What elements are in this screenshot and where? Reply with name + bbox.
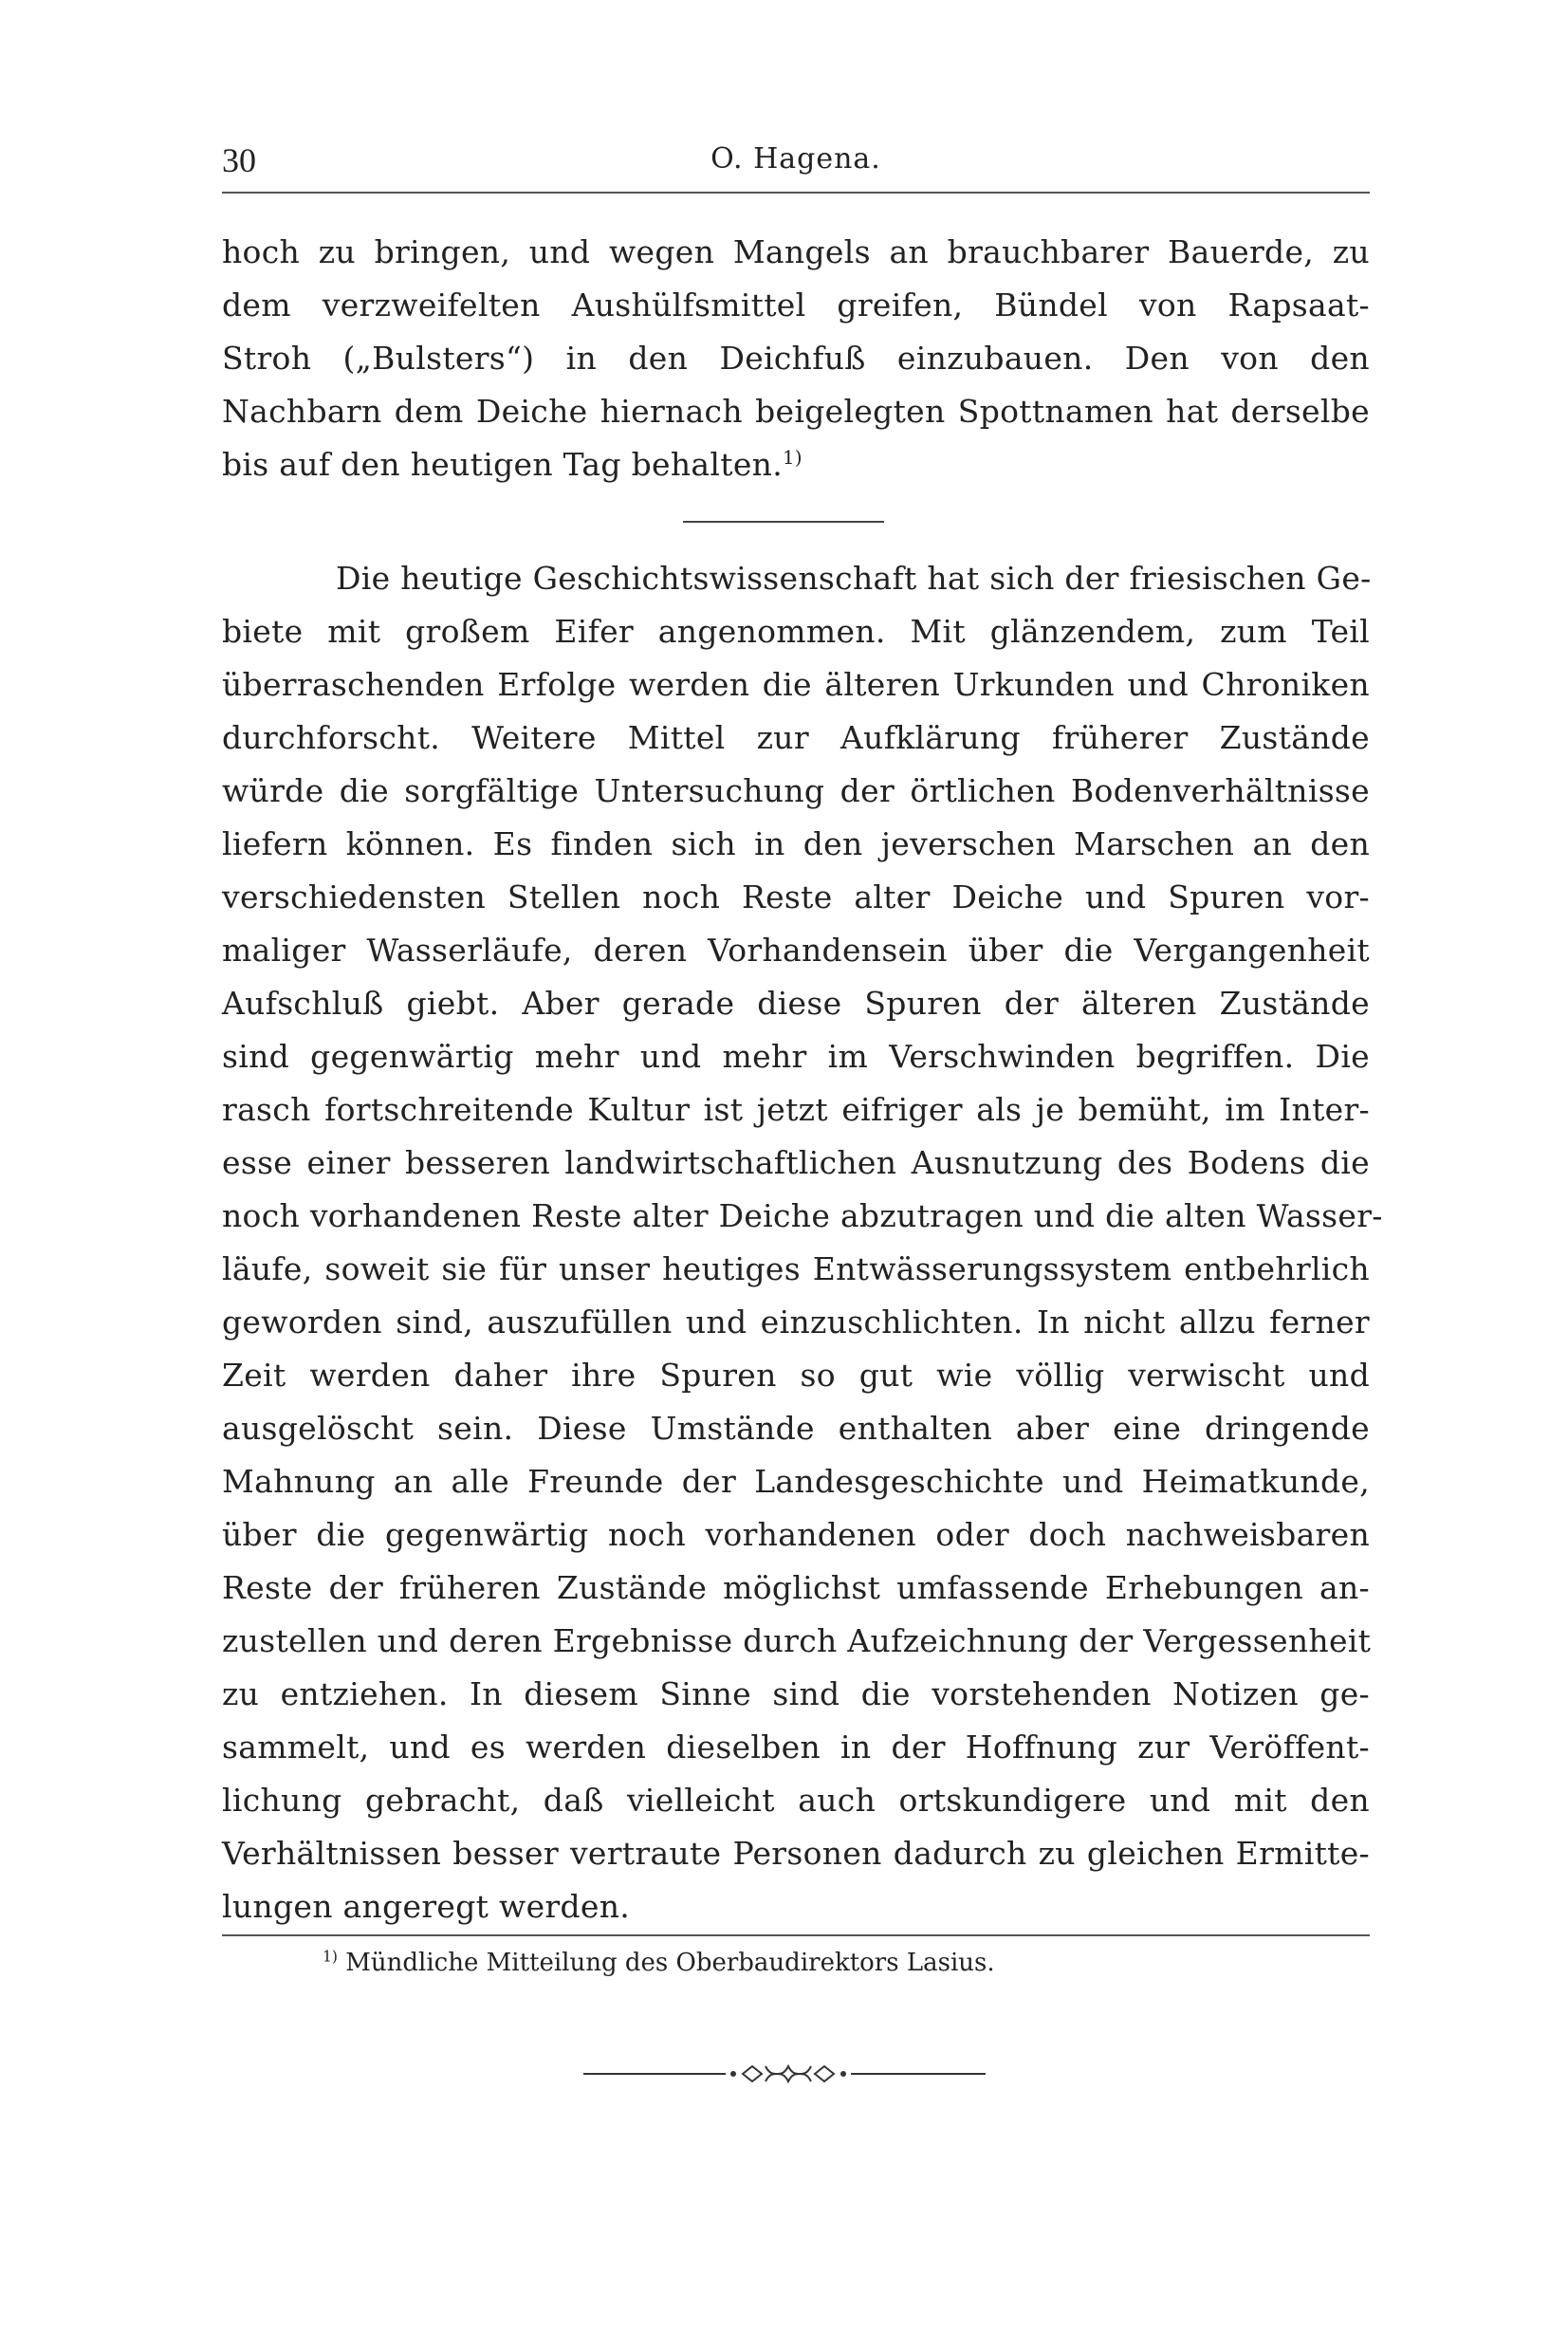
footnote-reference: 1) bbox=[783, 447, 802, 469]
paragraph-2-line: würde die sorgfältige Untersuchung der örtlichen Bodenverhältnisse bbox=[222, 772, 1370, 809]
paragraph-2-line: sammelt, und es werden dieselben in der Hoffnung zur Veröffent- bbox=[222, 1729, 1370, 1766]
running-head: O. Hagena. bbox=[710, 142, 881, 176]
paragraph-2-line: lichung gebracht, daß vielleicht auch ortskundigere und mit den bbox=[222, 1782, 1370, 1819]
paragraph-2-line: Mahnung an alle Freunde der Landesgeschichte und Heimatkunde, bbox=[222, 1463, 1370, 1500]
paragraph-2-line: lungen angeregt werden. bbox=[222, 1888, 631, 1925]
page-number: 30 bbox=[222, 141, 256, 179]
paragraph-1-line-text: bis auf den heutigen Tag behalten. bbox=[222, 446, 783, 483]
paragraph-2-line: liefern können. Es finden sich in den jeverschen Marschen an den bbox=[222, 825, 1370, 862]
paragraph-1-last-line bbox=[222, 446, 1370, 484]
paragraph-2-line: über die gegenwärtig noch vorhandenen oder doch nachweisbaren bbox=[222, 1516, 1370, 1553]
page-header bbox=[222, 133, 1370, 190]
paragraph-2-line: maliger Wasserläufe, deren Vorhandensein über die Vergangenheit bbox=[222, 932, 1370, 969]
paragraph-2-line: ausgelöscht sein. Diese Umstände enthalten aber eine dringende bbox=[222, 1410, 1370, 1447]
footnote-text: Mündliche Mitteilung des Oberbaudirektors Lasius. bbox=[345, 1949, 995, 1977]
paragraph-1-line: Nachbarn dem Deiche hiernach beigelegten Spottnamen hat derselbe bbox=[222, 393, 1370, 430]
paragraph-1-line: dem verzweifelten Aushülfsmittel greifen, Bündel von Rapsaat- bbox=[222, 287, 1370, 324]
end-ornament bbox=[583, 2059, 986, 2089]
paragraph-2-line: biete mit großem Eifer angenommen. Mit glänzendem, zum Teil bbox=[222, 613, 1370, 650]
paragraph-2-line: Die heutige Geschichtswissenschaft hat sich der friesischen Ge- bbox=[336, 560, 1372, 597]
paragraph-2-line: rasch fortschreitende Kultur ist jetzt eifriger als je bemüht, im Inter- bbox=[222, 1091, 1370, 1128]
section-divider bbox=[683, 521, 884, 523]
paragraph-2-line: läufe, soweit sie für unser heutiges Entwässerungssystem entbehrlich bbox=[222, 1250, 1370, 1287]
paragraph-2-line: esse einer besseren landwirtschaftlichen Ausnutzung des Bodens die bbox=[222, 1144, 1370, 1181]
paragraph-2-line: noch vorhandenen Reste alter Deiche abzutragen und die alten Wasser- bbox=[222, 1197, 1383, 1234]
paragraph-2-line: sind gegenwärtig mehr und mehr im Verschwinden begriffen. Die bbox=[222, 1038, 1370, 1075]
paragraph-2-line: zu entziehen. In diesem Sinne sind die vorstehenden Notizen ge- bbox=[222, 1675, 1370, 1712]
paragraph-2-line: durchforscht. Weitere Mittel zur Aufklärung früherer Zustände bbox=[222, 719, 1370, 756]
paragraph-1-line: hoch zu bringen, und wegen Mangels an brauchbarer Bauerde, zu bbox=[222, 233, 1370, 270]
paragraph-2-line: überraschenden Erfolge werden die älteren Urkunden und Chroniken bbox=[222, 666, 1370, 703]
footnote-rule bbox=[222, 1934, 1370, 1936]
paragraph-2-line: zustellen und deren Ergebnisse durch Aufzeichnung der Vergessenheit bbox=[222, 1622, 1372, 1659]
footnote bbox=[323, 1947, 995, 1979]
header-rule bbox=[222, 192, 1370, 194]
paragraph-2-line: Verhältnissen besser vertraute Personen dadurch zu gleichen Ermitte- bbox=[222, 1835, 1370, 1872]
paragraph-2-line: Zeit werden daher ihre Spuren so gut wie völlig verwischt und bbox=[222, 1357, 1370, 1394]
paragraph-2-line: Reste der früheren Zustände möglichst umfassende Erhebungen an- bbox=[222, 1569, 1370, 1606]
paragraph-2-line: geworden sind, auszufüllen und einzuschlichten. In nicht allzu ferner bbox=[222, 1304, 1370, 1341]
paragraph-2-line: Aufschluß giebt. Aber gerade diese Spuren der älteren Zustände bbox=[222, 985, 1370, 1022]
footnote-marker: 1) bbox=[323, 1948, 339, 1966]
paragraph-1-line: Stroh („Bulsters“) in den Deichfuß einzubauen. Den von den bbox=[222, 340, 1370, 377]
paragraph-2-line: verschiedensten Stellen noch Reste alter Deiche und Spuren vor- bbox=[222, 878, 1370, 915]
